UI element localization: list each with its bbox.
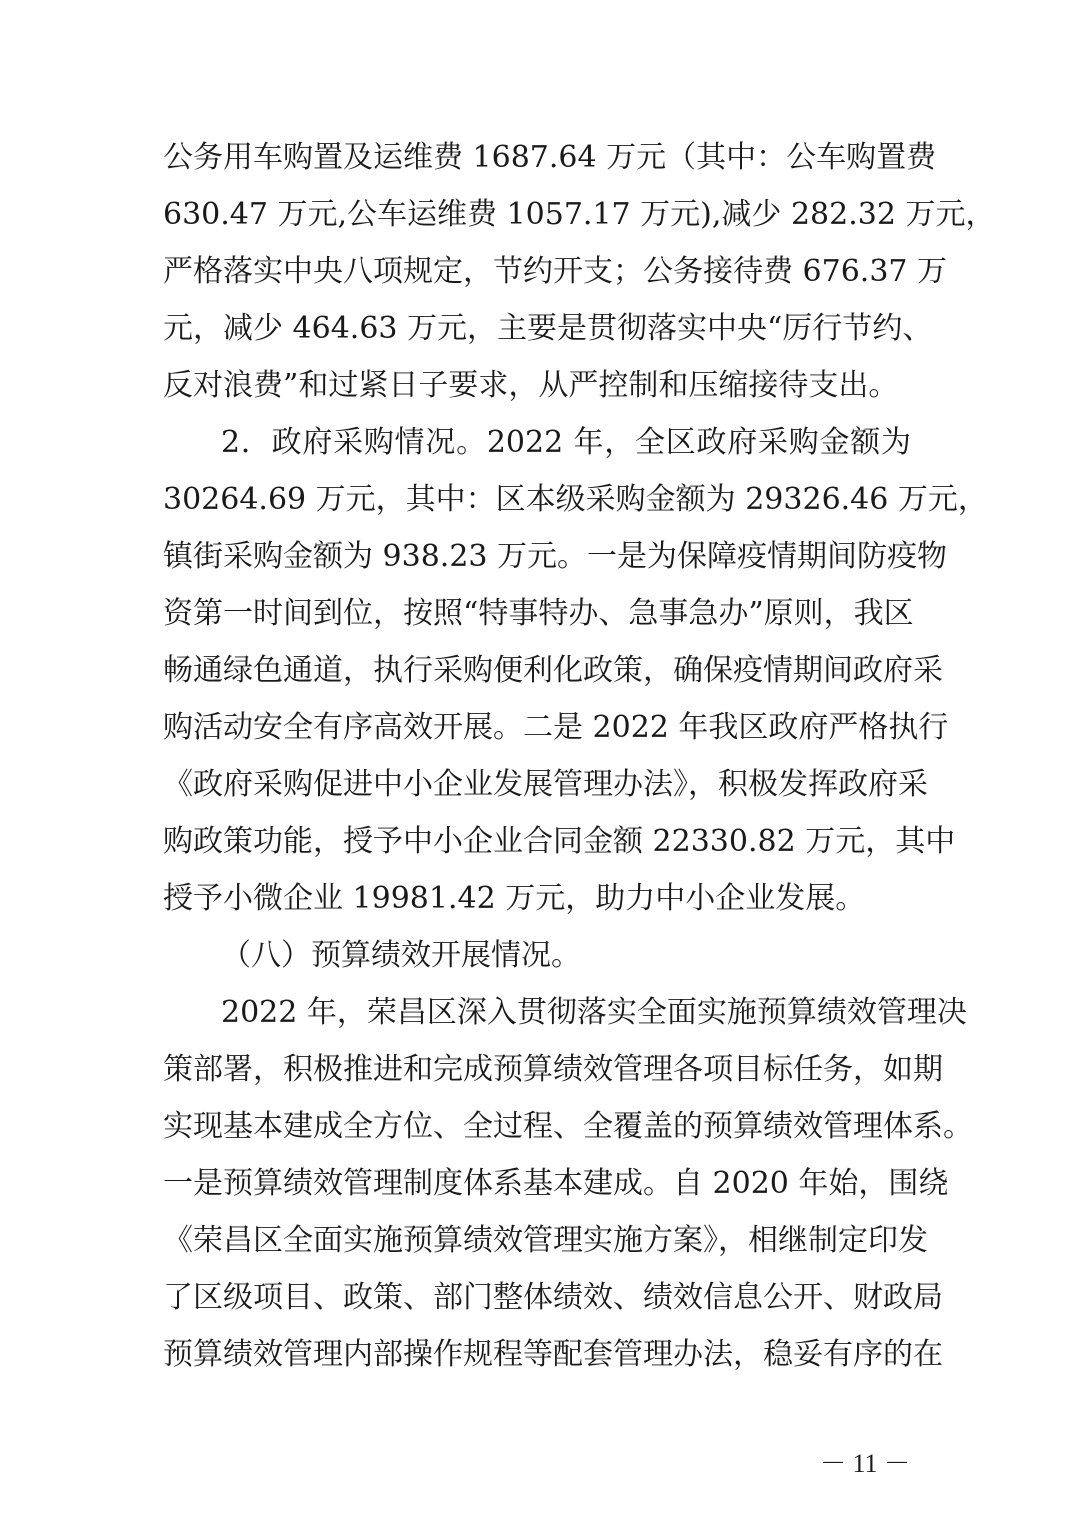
text-line-12: 《政府采购促进中小企业发展管理办法》，积极发挥政府采 bbox=[163, 767, 928, 802]
text-line-2: 630.47 万元,公车运维费 1057.17 万元),减少 282.32 万元， bbox=[163, 197, 996, 232]
text-line-18: 实现基本建成全方位、全过程、全覆盖的预算绩效管理体系。 bbox=[163, 1109, 973, 1144]
paragraph-first-line: 2022 年，荣昌区深入贯彻落实全面实施预算绩效管理决 bbox=[221, 995, 967, 1030]
text-line-1: 公务用车购置及运维费 1687.64 万元（其中：公车购置费 bbox=[163, 140, 937, 175]
text-line-10: 畅通绿色通道，执行采购便利化政策，确保疫情期间政府采 bbox=[163, 653, 943, 688]
text-line-21: 了区级项目、政策、部门整体绩效、绩效信息公开、财政局 bbox=[163, 1280, 943, 1315]
text-line-22: 预算绩效管理内部操作规程等配套管理办法，稳妥有序的在 bbox=[163, 1337, 943, 1372]
text-line-3: 严格落实中央八项规定，节约开支；公务接待费 676.37 万 bbox=[163, 254, 948, 289]
text-line-20: 《荣昌区全面实施预算绩效管理实施方案》，相继制定印发 bbox=[163, 1223, 928, 1258]
text-line-5: 反对浪费”和过紧日子要求，从严控制和压缩接待支出。 bbox=[163, 368, 899, 403]
text-line-4: 元，减少 464.63 万元，主要是贯彻落实中央“厉行节约、 bbox=[163, 311, 933, 346]
text-line-8: 镇街采购金额为 938.23 万元。一是为保障疫情期间防疫物 bbox=[163, 539, 948, 574]
section-2-first-line: 2．政府采购情况。2022 年，全区政府采购金额为 bbox=[221, 425, 911, 460]
text-line-14: 授予小微企业 19981.42 万元，助力中小企业发展。 bbox=[163, 881, 866, 916]
text-line-11: 购活动安全有序高效开展。二是 2022 年我区政府严格执行 bbox=[163, 710, 949, 745]
text-line-13: 购政策功能，授予中小企业合同金额 22330.82 万元，其中 bbox=[163, 824, 956, 859]
text-line-19: 一是预算绩效管理制度体系基本建成。自 2020 年始，围绕 bbox=[163, 1166, 949, 1201]
text-line-17: 策部署，积极推进和完成预算绩效管理各项目标任务，如期 bbox=[163, 1052, 943, 1087]
section-heading-8: （八）预算绩效开展情况。 bbox=[221, 938, 581, 973]
page-number: － 11 － bbox=[820, 1449, 911, 1478]
text-line-9: 资第一时间到位，按照“特事特办、急事急办”原则，我区 bbox=[163, 596, 914, 631]
text-line-7: 30264.69 万元，其中：区本级采购金额为 29326.46 万元， bbox=[163, 482, 988, 517]
